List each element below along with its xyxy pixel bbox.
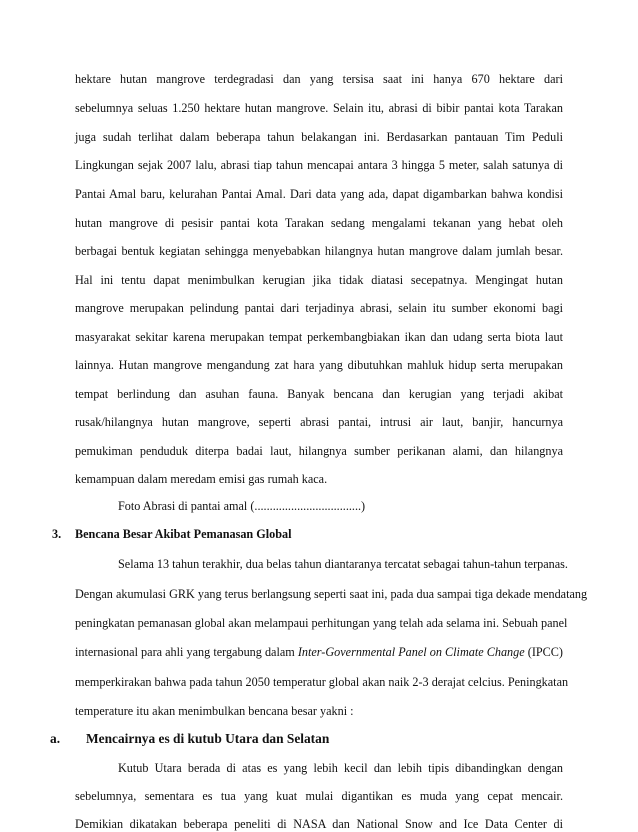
body-line: temperature itu akan menimbulkan bencana besar yakni : bbox=[75, 704, 354, 718]
section-title: Bencana Besar Akibat Pemanasan Global bbox=[75, 527, 292, 541]
body-line: peningkatan pemanasan global akan melampaui perhitungan yang telah ada selama ini. Sebuah panel bbox=[75, 616, 568, 630]
section-number: 3. bbox=[52, 527, 62, 541]
body-line: berbagai bentuk kegiatan sehingga menyebabkan hilangnya hutan mangrove dalam jumlah besar. bbox=[75, 244, 563, 258]
body-line: Pantai Amal baru, kelurahan Pantai Amal. Dari data yang ada, dapat digambarkan bahwa kondisi bbox=[75, 187, 563, 201]
body-line bbox=[75, 644, 563, 660]
body-line: hektare hutan mangrove terdegradasi dan yang tersisa saat ini hanya 670 hektare dari bbox=[75, 72, 563, 86]
body-line: memperkirakan bahwa pada tahun 2050 temperatur global akan naik 2-3 derajat celcius. Peningkatan bbox=[75, 675, 569, 689]
body-line: rusak/hilangnya hutan mangrove, seperti abrasi pantai, intrusi air laut, banjir, hancurnya bbox=[75, 415, 563, 429]
body-line: Demikian dikatakan beberapa peneliti di NASA dan National Snow and Ice Data Center di bbox=[75, 817, 563, 831]
photo-caption: Foto Abrasi di pantai amal (...................................) bbox=[118, 499, 366, 513]
subsection-title: Mencairnya es di kutub Utara dan Selatan bbox=[86, 731, 330, 746]
body-line: kemampuan dalam meredam emisi gas rumah kaca. bbox=[75, 472, 328, 486]
body-line: mangrove merupakan pelindung pantai dari terjadinya abrasi, selain itu sumber ekonomi bagi bbox=[75, 301, 563, 315]
body-line: hutan mangrove di pesisir pantai kota Tarakan sedang mengalami tekanan yang hebat oleh bbox=[75, 216, 563, 230]
body-line: pemukiman penduduk diterpa badai laut, hilangnya sumber perikanan alami, dan hilangnya bbox=[75, 444, 563, 458]
body-line: Dengan akumulasi GRK yang terus berlangsung seperti saat ini, pada dua sampai tiga dekade mendatang bbox=[75, 587, 588, 601]
body-line: masyarakat sekitar karena merupakan tempat perkembangbiakan ikan dan udang serta biota laut bbox=[75, 330, 563, 344]
body-line: Kutub Utara berada di atas es yang lebih kecil dan lebih tipis dibandingkan dengan bbox=[118, 761, 563, 775]
body-line: tempat berlindung dan asuhan fauna. Banyak bencana dan kerugian yang terjadi akibat bbox=[75, 387, 563, 401]
body-text: (IPCC) bbox=[524, 645, 563, 659]
body-line: sebelumnya seluas 1.250 hektare hutan mangrove. Selain itu, abrasi di bibir pantai kota Tarakan bbox=[75, 101, 563, 115]
body-line: juga sudah terlihat dalam beberapa tahun belakangan ini. Berdasarkan pantauan Tim Peduli bbox=[75, 130, 563, 144]
body-line: Lingkungan sejak 2007 lalu, abrasi tiap tahun mencapai antara 3 hingga 5 meter, salah satunya di bbox=[75, 158, 563, 172]
body-line: sebelumnya, sementara es tua yang kuat mulai digantikan es muda yang cepat mencair. bbox=[75, 789, 563, 803]
italic-term: Inter-Governmental Panel on Climate Change bbox=[297, 645, 525, 659]
body-line: Selama 13 tahun terakhir, dua belas tahun diantaranya tercatat sebagai tahun-tahun terpanas. bbox=[118, 557, 568, 571]
body-text: internasional para ahli yang tergabung dalam bbox=[75, 645, 298, 659]
body-line: lainnya. Hutan mangrove mengandung zat hara yang dibutuhkan mahluk hidup serta merupakan bbox=[75, 358, 563, 372]
body-line: Hal ini tentu dapat menimbulkan kerugian jika tidak diatasi secepatnya. Mengingat hutan bbox=[75, 273, 563, 287]
subsection-letter: a. bbox=[50, 731, 61, 746]
